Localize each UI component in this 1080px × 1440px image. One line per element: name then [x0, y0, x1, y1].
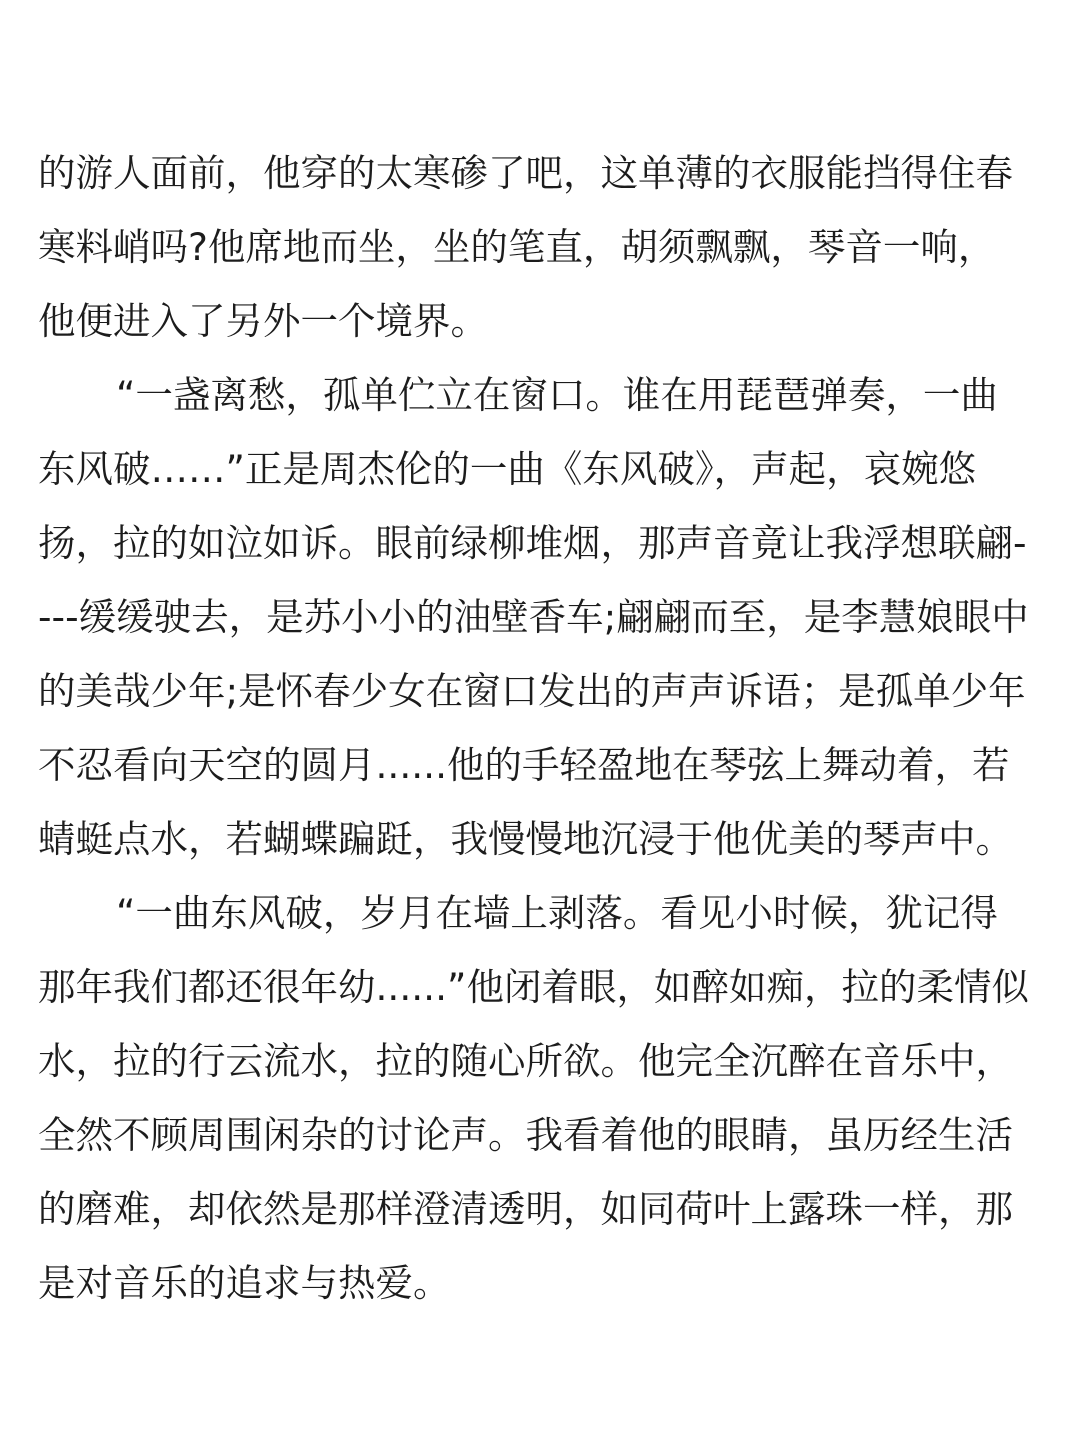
text-line: 他便进入了另外一个境界。 — [38, 299, 488, 343]
text-line: 寒料峭吗?他席地而坐，坐的笔直，胡须飘飘，琴音一响， — [38, 225, 996, 269]
text-line: 水，拉的行云流水，拉的随心所欲。他完全沉醉在音乐中， — [38, 1039, 1013, 1083]
article-body — [38, 136, 1038, 1320]
paragraph-1 — [38, 136, 1038, 358]
text-line: 的美哉少年;是怀春少女在窗口发出的声声诉语；是孤单少年 — [38, 669, 1026, 713]
paragraph-3 — [38, 876, 1038, 1320]
text-line: 的游人面前，他穿的太寒碜了吧，这单薄的衣服能挡得住春 — [38, 151, 1013, 195]
paragraph-2 — [38, 358, 1038, 876]
text-line: 那年我们都还很年幼......”他闭着眼，如醉如痴，拉的柔情似 — [38, 965, 1029, 1009]
text-line: 蜻蜓点水，若蝴蝶蹁跹，我慢慢地沉浸于他优美的琴声中。 — [38, 817, 1013, 861]
text-line: “一曲东风破，岁月在墙上剥落。看见小时候，犹记得 — [116, 891, 998, 935]
text-line: 的磨难，却依然是那样澄清透明，如同荷叶上露珠一样，那 — [38, 1187, 1013, 1231]
text-line: 是对音乐的追求与热爱。 — [38, 1261, 451, 1305]
text-line: “一盏离愁，孤单伫立在窗口。谁在用琵琶弹奏，一曲 — [116, 373, 998, 417]
text-line: ---缓缓驶去，是苏小小的油壁香车;翩翩而至，是李慧娘眼中 — [38, 595, 1029, 639]
text-line: 不忍看向天空的圆月......他的手轻盈地在琴弦上舞动着，若 — [38, 743, 1010, 787]
text-line: 东风破……”正是周杰伦的一曲《东风破》，声起，哀婉悠 — [38, 447, 977, 491]
text-line: 全然不顾周围闲杂的讨论声。我看着他的眼睛，虽历经生活 — [38, 1113, 1013, 1157]
text-line: 扬，拉的如泣如诉。眼前绿柳堆烟，那声音竟让我浮想联翩- — [38, 521, 1027, 565]
